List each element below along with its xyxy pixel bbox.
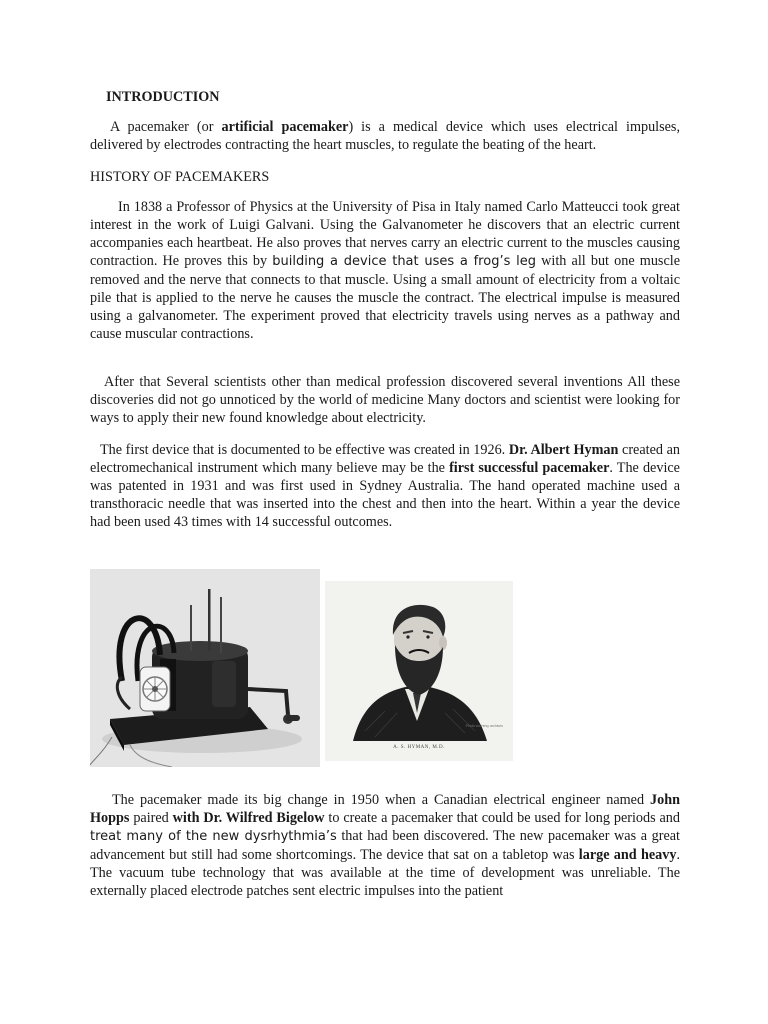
paragraph-matteucci: In 1838 a Professor of Physics at the University of Pisa in Italy named Carlo Matteucci took great interest in the work of Luigi Galvani. Using the Galvanometer he discovers that an electric current accompanies each heartbeat. He also proves that nerves carry an electric current to the muscles causing contraction. He proves this by building a device that uses a frog’s leg with all but one muscle removed and the nerve that connects to that muscle. Using a small amount of electricity from a voltaic pile that is applied to the nerve he causes the muscle the contract. The electrical impulse is measured using a galvanometer. The experiment proved that electricity travels using nerves as a pathway and cause muscular contractions. bbox=[90, 199, 680, 342]
paragraph-discoveries: After that Several scientists other than medical profession discovered several inventions All these discoveries did not go unnoticed by the world of medicine Many doctors and scientist were looking for ways to apply their new found knowledge about electricity. bbox=[90, 374, 680, 426]
name-wilfred-bigelow: with Dr. Wilfred Bigelow bbox=[172, 810, 325, 826]
paragraph-hyman: The first device that is documented to be effective was created in 1926. Dr. Albert Hyman created an electromechanical instrument which many believe may be the first successful pacemaker. The device was patented in 1931 and was first used in Sydney Australia. The hand operated machine used a transthoracic needle that was inserted into the chest and then into the heart. Within a year the device had been used 43 times with 14 successful outcomes. bbox=[90, 442, 680, 530]
figure-row bbox=[90, 569, 680, 773]
portrait-caption: A. S. HYMAN, M.D. bbox=[393, 745, 445, 750]
term-artificial-pacemaker: artificial pacemaker bbox=[221, 119, 349, 135]
name-john-hopps: John Hopps bbox=[90, 792, 680, 826]
portrait-albert-hyman bbox=[325, 581, 513, 761]
paragraph-introduction: A pacemaker (or artificial pacemaker) is a medical device which uses electrical impulses, delivered by electrodes contracting the heart muscles, to regulate the beating of the heart. bbox=[90, 119, 680, 153]
heading-introduction: INTRODUCTION bbox=[106, 89, 220, 105]
heading-history: HISTORY OF PACEMAKERS bbox=[90, 169, 270, 185]
photo-hyman-pacemaker-machine bbox=[90, 569, 320, 767]
portrait-credit: Photo courtesy archives bbox=[465, 724, 503, 728]
pacemaker-machine-illustration bbox=[90, 569, 320, 767]
term-first-successful-pacemaker: first successful pacemaker bbox=[449, 460, 610, 476]
paragraph-hopps-bigelow: The pacemaker made its big change in 1950 when a Canadian electrical engineer named John Hopps paired with Dr. Wilfred Bigelow to create a pacemaker that could be used for long periods and treat many of the new dysrhythmia’s that had been discovered. The new pacemaker was a great advancement but still had some shortcomings. The device that sat on a tabletop was large and heavy. The vacuum tube technology that was available at the time of development was unreliable. The externally placed electrode patches sent electric impulses into the patient bbox=[90, 792, 680, 899]
document-page bbox=[90, 88, 680, 900]
name-albert-hyman: Dr. Albert Hyman bbox=[508, 442, 619, 458]
term-large-and-heavy: large and heavy bbox=[578, 847, 677, 863]
